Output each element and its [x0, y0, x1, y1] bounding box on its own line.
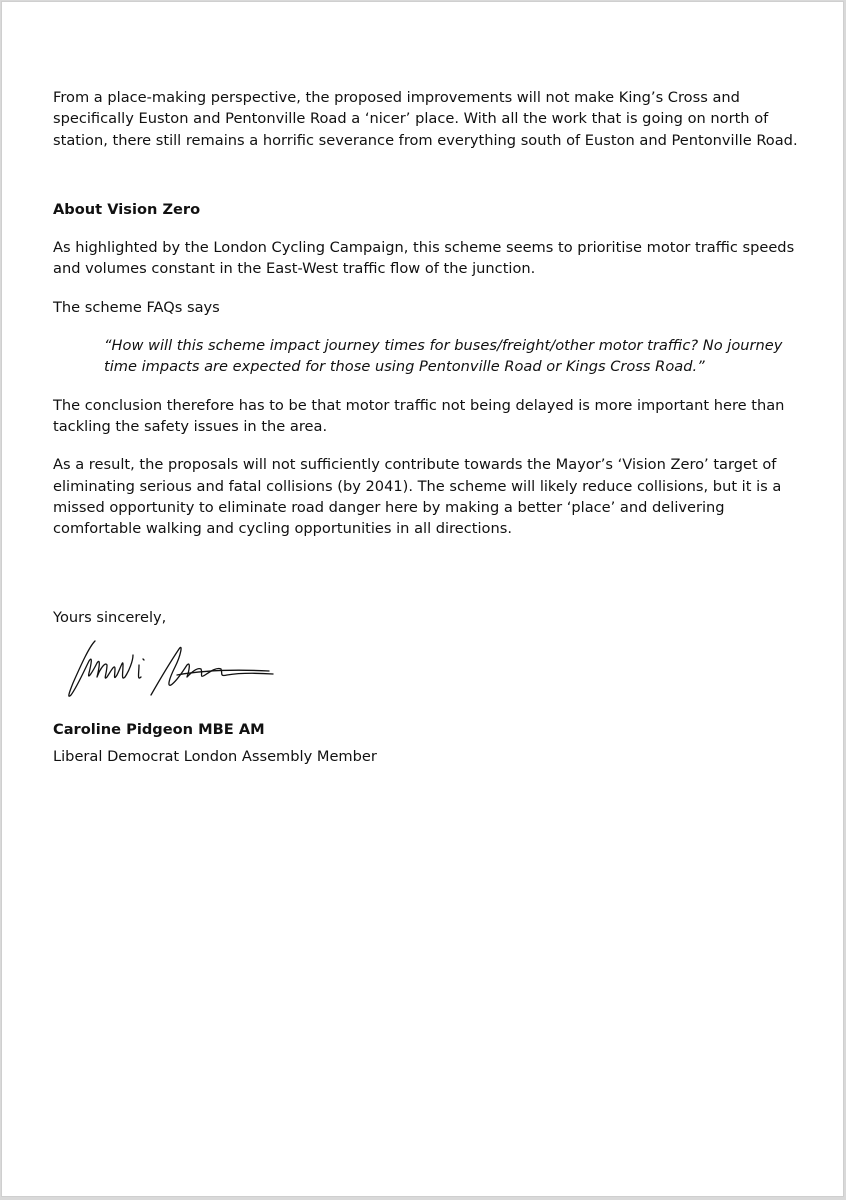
signatory-title: Liberal Democrat London Assembly Member [53, 748, 377, 766]
paragraph-faqs-intro: The scheme FAQs says [53, 298, 220, 316]
paragraph-cycling-campaign: As highlighted by the London Cycling Campaign, this scheme seems to prioritise motor traffic speeds and volumes constant in the East-West traffic flow of the junction. [53, 239, 795, 278]
signatory-name: Caroline Pidgeon MBE AM [53, 720, 265, 738]
signature-image [59, 635, 289, 715]
faq-quote: “How will this scheme impact journey times for buses/freight/other motor traffic? No journey time impacts are expected for those using Pentonville Road or Kings Cross Road.” [104, 337, 783, 376]
section-heading: About Vision Zero [53, 200, 201, 218]
letter-body [53, 87, 805, 767]
closing-salutation: Yours sincerely, [53, 609, 167, 627]
paragraph-vision-zero-result: As a result, the proposals will not sufficiently contribute towards the Mayor’s ‘Vision Zero’ target of eliminating serious and fatal collisions (by 2041). The scheme will likely reduce collisions, but it is a missed opportunity to eliminate road danger here by making a better ‘place’ and delivering comfortable walking and cycling opportunities in all directions. [53, 456, 782, 538]
paragraph-place-making: From a place-making perspective, the proposed improvements will not make King’s Cross and specifically Euston and Pentonville Road a ‘nicer’ place. With all the work that is going on north of station, there still remains a horrific severance from everything south of Euston and Pentonville Road. [53, 89, 798, 149]
paragraph-conclusion: The conclusion therefore has to be that motor traffic not being delayed is more important here than tackling the safety issues in the area. [53, 396, 785, 435]
document-page [1, 1, 844, 1197]
